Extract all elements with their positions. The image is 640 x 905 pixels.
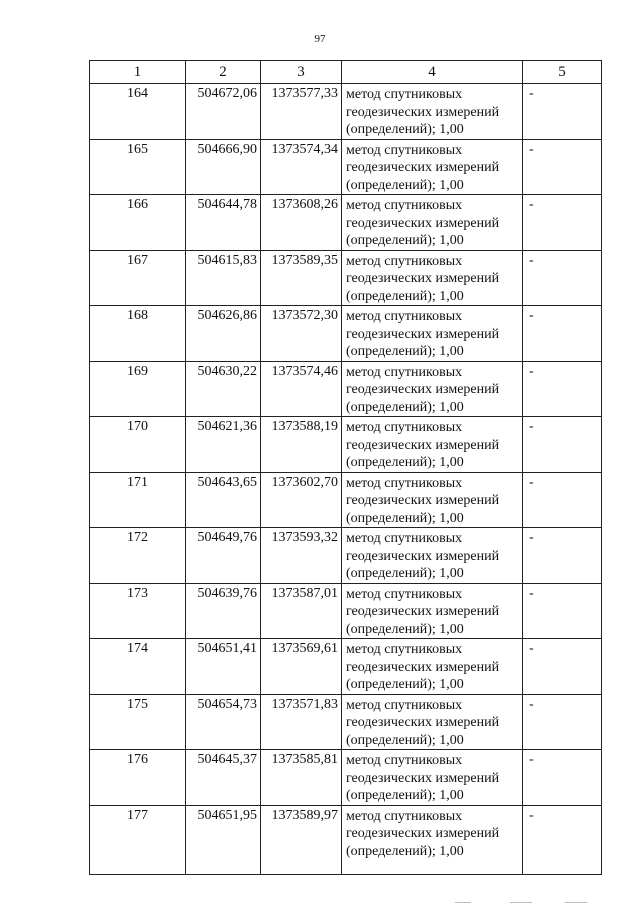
point-number-cell: 173 [90,583,186,639]
coordinate-x-cell: 504649,76 [186,528,261,584]
coordinate-y-cell: 1373569,61 [261,639,342,695]
method-cell: метод спутниковых геодезических измерений (определений); 1,00 [342,361,523,417]
coordinate-x-cell: 504666,90 [186,139,261,195]
method-cell: метод спутниковых геодезических измерений (определений); 1,00 [342,84,523,140]
coordinate-x-cell: 504651,95 [186,805,261,874]
point-number-cell: 174 [90,639,186,695]
method-cell: метод спутниковых геодезических измерений (определений); 1,00 [342,250,523,306]
note-cell: - [523,250,602,306]
point-number-cell: 176 [90,750,186,806]
note-cell: - [523,417,602,473]
coordinate-x-cell: 504639,76 [186,583,261,639]
coordinate-y-cell: 1373587,01 [261,583,342,639]
method-cell: метод спутниковых геодезических измерений (определений); 1,00 [342,583,523,639]
note-cell: - [523,361,602,417]
table-row [90,528,602,584]
method-cell: метод спутниковых геодезических измерений (определений); 1,00 [342,472,523,528]
table-row [90,417,602,473]
table-row [90,84,602,140]
note-cell: - [523,84,602,140]
header-col-1: 1 [90,61,186,84]
coordinate-x-cell: 504644,78 [186,195,261,251]
header-col-4: 4 [342,61,523,84]
coordinate-y-cell: 1373589,35 [261,250,342,306]
table-body [90,84,602,875]
note-cell: - [523,528,602,584]
table-row [90,361,602,417]
point-number-cell: 169 [90,361,186,417]
method-cell: метод спутниковых геодезических измерений (определений); 1,00 [342,306,523,362]
point-number-cell: 172 [90,528,186,584]
coordinate-y-cell: 1373572,30 [261,306,342,362]
header-col-3: 3 [261,61,342,84]
method-cell: метод спутниковых геодезических измерений (определений); 1,00 [342,528,523,584]
method-cell: метод спутниковых геодезических измерений (определений); 1,00 [342,139,523,195]
method-cell: метод спутниковых геодезических измерений (определений); 1,00 [342,805,523,874]
coordinate-y-cell: 1373593,32 [261,528,342,584]
note-cell: - [523,306,602,362]
coordinate-x-cell: 504651,41 [186,639,261,695]
point-number-cell: 171 [90,472,186,528]
coordinate-y-cell: 1373589,97 [261,805,342,874]
method-cell: метод спутниковых геодезических измерений (определений); 1,00 [342,694,523,750]
coordinate-x-cell: 504615,83 [186,250,261,306]
coordinate-y-cell: 1373608,26 [261,195,342,251]
header-col-2: 2 [186,61,261,84]
coordinate-y-cell: 1373588,19 [261,417,342,473]
coordinate-x-cell: 504643,65 [186,472,261,528]
coordinate-x-cell: 504621,36 [186,417,261,473]
note-cell: - [523,139,602,195]
table-row [90,250,602,306]
method-cell: метод спутниковых геодезических измерений (определений); 1,00 [342,750,523,806]
page-number: 97 [314,33,326,45]
table-row [90,195,602,251]
coordinate-y-cell: 1373602,70 [261,472,342,528]
note-cell: - [523,472,602,528]
point-number-cell: 167 [90,250,186,306]
point-number-cell: 177 [90,805,186,874]
table-row [90,583,602,639]
point-number-cell: 175 [90,694,186,750]
coordinate-x-cell: 504645,37 [186,750,261,806]
coordinate-y-cell: 1373574,34 [261,139,342,195]
note-cell: - [523,750,602,806]
note-cell: - [523,195,602,251]
header-col-5: 5 [523,61,602,84]
coordinate-y-cell: 1373577,33 [261,84,342,140]
note-cell: - [523,583,602,639]
point-number-cell: 166 [90,195,186,251]
table-row [90,472,602,528]
coordinate-x-cell: 504626,86 [186,306,261,362]
point-number-cell: 165 [90,139,186,195]
table-header-row [90,61,602,84]
point-number-cell: 168 [90,306,186,362]
point-number-cell: 170 [90,417,186,473]
note-cell: - [523,694,602,750]
coordinate-y-cell: 1373585,81 [261,750,342,806]
table-row [90,139,602,195]
coordinate-x-cell: 504672,06 [186,84,261,140]
table-row [90,805,602,874]
note-cell: - [523,639,602,695]
method-cell: метод спутниковых геодезических измерений (определений); 1,00 [342,195,523,251]
method-cell: метод спутниковых геодезических измерений (определений); 1,00 [342,417,523,473]
table-row [90,694,602,750]
table-row [90,639,602,695]
method-cell: метод спутниковых геодезических измерений (определений); 1,00 [342,639,523,695]
note-cell: - [523,805,602,874]
scan-footer-marks [0,897,640,903]
coordinates-table [89,60,602,875]
coordinate-x-cell: 504630,22 [186,361,261,417]
coordinate-x-cell: 504654,73 [186,694,261,750]
table-row [90,306,602,362]
coordinate-y-cell: 1373574,46 [261,361,342,417]
point-number-cell: 164 [90,84,186,140]
coordinate-y-cell: 1373571,83 [261,694,342,750]
table-row [90,750,602,806]
